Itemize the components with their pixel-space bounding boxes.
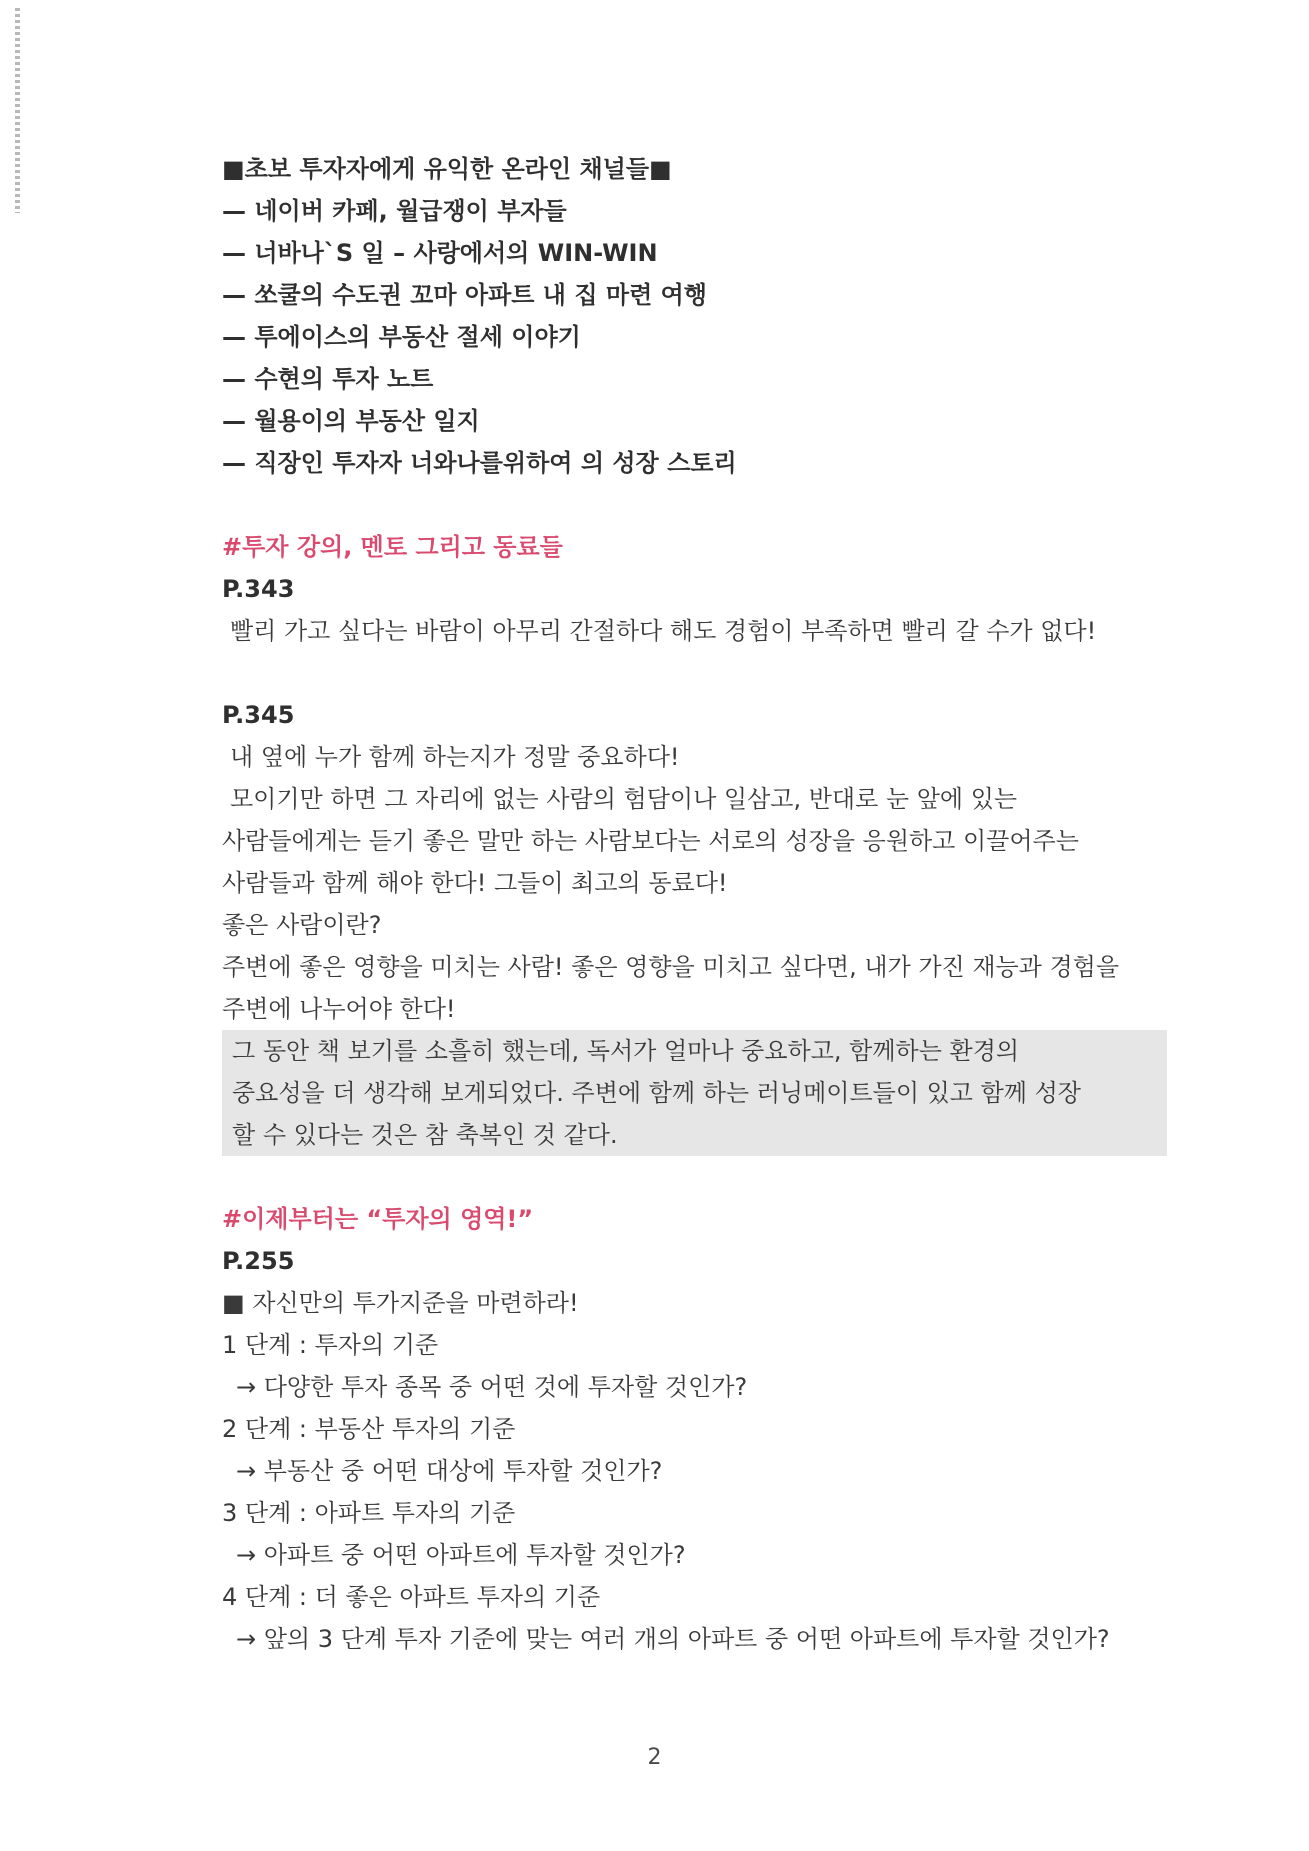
channels-title: ■초보 투자자에게 유익한 온라인 채널들■ bbox=[222, 155, 672, 183]
criteria-question: → 앞의 3 단계 투자 기준에 맞는 여러 개의 아파트 중 어떤 아파트에 투자할 것인가? bbox=[236, 1625, 1110, 1653]
page-ref-343: P.343 bbox=[222, 575, 295, 603]
spacer bbox=[222, 652, 1167, 694]
quote-345-line: 사람들에게는 듣기 좋은 말만 하는 사람보다는 서로의 성장을 응원하고 이끌어주는 bbox=[222, 827, 1079, 855]
channel-item: — 직장인 투자자 너와나를위하여 의 성장 스토리 bbox=[222, 449, 737, 477]
page-ref-345: P.345 bbox=[222, 701, 295, 729]
quote-343: 빨리 가고 싶다는 바람이 아무리 간절하다 해도 경험이 부족하면 빨리 갈 수가 없다! bbox=[230, 617, 1097, 645]
spacer bbox=[222, 1156, 1167, 1198]
criteria-step: 1 단계 : 투자의 기준 bbox=[222, 1331, 439, 1359]
quote-345-line: 사람들과 함께 해야 한다! 그들이 최고의 동료다! bbox=[222, 869, 728, 897]
spacer bbox=[222, 484, 1167, 526]
channel-item: — 쏘쿨의 수도권 꼬마 아파트 내 집 마련 여행 bbox=[222, 281, 707, 309]
reflection-note-line: 그 동안 책 보기를 소흘히 했는데, 독서가 얼마나 중요하고, 함께하는 환경의 bbox=[232, 1037, 1020, 1065]
quote-345-line: 좋은 사람이란? bbox=[222, 911, 382, 939]
page-ref-255: P.255 bbox=[222, 1247, 295, 1275]
section-heading-mentors: #투자 강의, 멘토 그리고 동료들 bbox=[222, 533, 563, 561]
channel-item: — 투에이스의 부동산 절세 이야기 bbox=[222, 323, 581, 351]
reflection-note-line: 할 수 있다는 것은 참 축복인 것 같다. bbox=[232, 1121, 618, 1149]
criteria-line: ■ 자신만의 투가지준을 마련하라! bbox=[222, 1289, 579, 1317]
criteria-question: → 부동산 중 어떤 대상에 투자할 것인가? bbox=[236, 1457, 663, 1485]
criteria-question: → 아파트 중 어떤 아파트에 투자할 것인가? bbox=[236, 1541, 686, 1569]
criteria-step: 2 단계 : 부동산 투자의 기준 bbox=[222, 1415, 516, 1443]
reflection-note-box bbox=[222, 1030, 1167, 1156]
channel-item: — 네이버 카페, 월급쟁이 부자들 bbox=[222, 197, 567, 225]
quote-345-line: 주변에 나누어야 한다! bbox=[222, 995, 456, 1023]
channel-item: — 월용이의 부동산 일지 bbox=[222, 407, 480, 435]
criteria-step: 3 단계 : 아파트 투자의 기준 bbox=[222, 1499, 516, 1527]
section-heading-investment-area: #이제부터는 “투자의 영역!” bbox=[222, 1205, 534, 1233]
margin-binding-dots bbox=[15, 8, 20, 213]
channel-item: — 너바나`S 일 – 사랑에서의 WIN-WIN bbox=[222, 239, 658, 267]
channel-item: — 수현의 투자 노트 bbox=[222, 365, 434, 393]
quote-345-line: 내 옆에 누가 함께 하는지가 정말 중요하다! bbox=[230, 743, 680, 771]
quote-345-line: 주변에 좋은 영향을 미치는 사람! 좋은 영향을 미치고 싶다면, 내가 가진 재능과 경험을 bbox=[222, 953, 1120, 981]
reflection-note-line: 중요성을 더 생각해 보게되었다. 주변에 함께 하는 러닝메이트들이 있고 함께 성장 bbox=[232, 1079, 1081, 1107]
criteria-step: 4 단계 : 더 좋은 아파트 투자의 기준 bbox=[222, 1583, 601, 1611]
page-number: 2 bbox=[647, 1745, 662, 1770]
quote-345-line: 모이기만 하면 그 자리에 없는 사람의 험담이나 일삼고, 반대로 눈 앞에 있는 bbox=[230, 785, 1018, 813]
document-body bbox=[222, 148, 1167, 1660]
criteria-question: → 다양한 투자 종목 중 어떤 것에 투자할 것인가? bbox=[236, 1373, 748, 1401]
